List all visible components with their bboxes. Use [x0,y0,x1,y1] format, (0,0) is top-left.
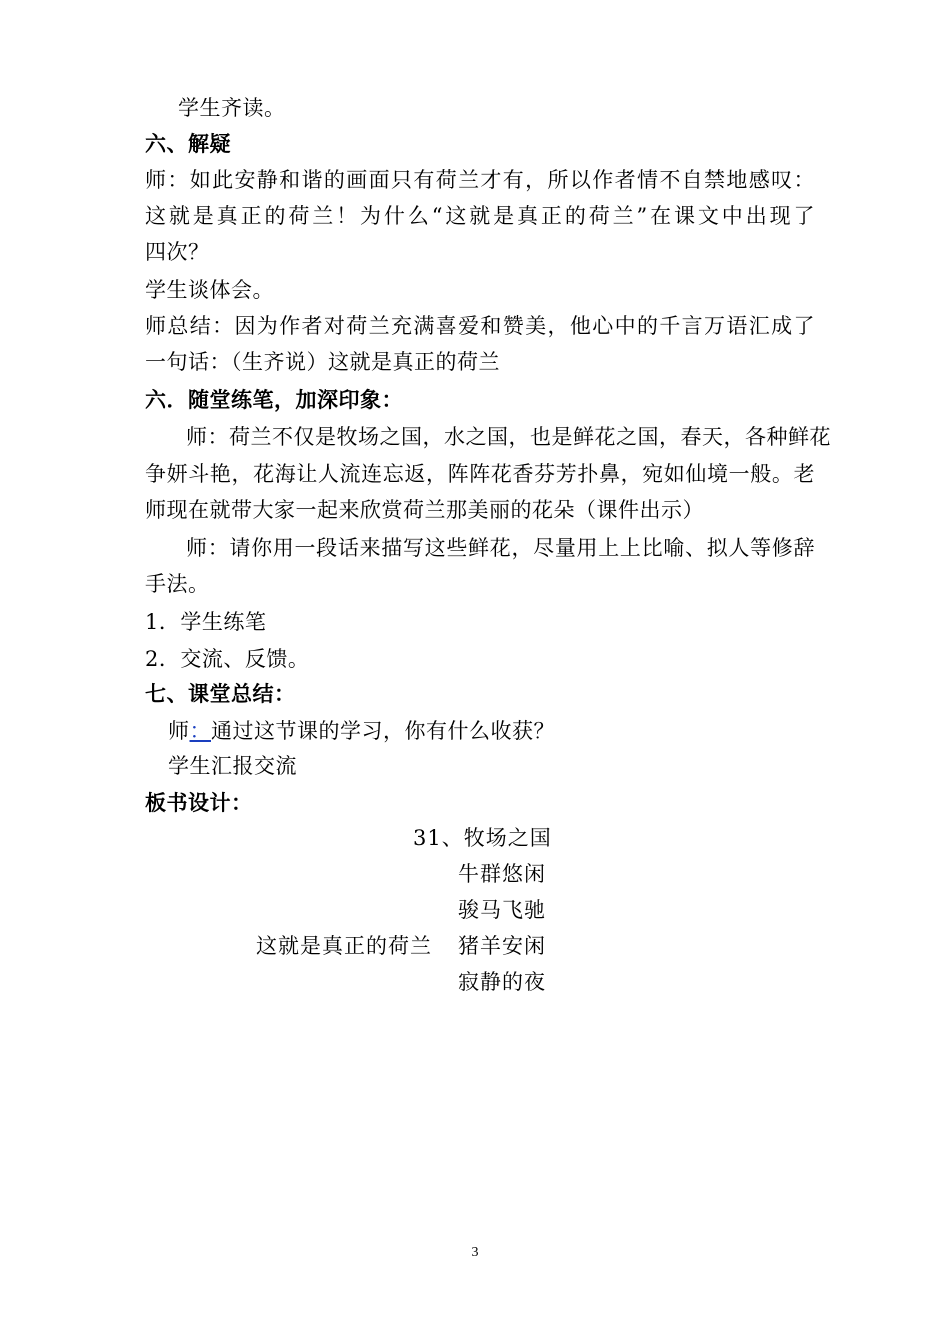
board-left-label: 这就是真正的荷兰 [256,934,432,958]
text-line: 学生齐读。 [178,96,286,120]
text-line: 师：荷兰不仅是牧场之国，水之国，也是鲜花之国，春天，各种鲜花 [186,425,831,449]
colon-link[interactable]: ： [189,719,211,743]
text-line: 手法。 [145,572,210,596]
board-item: 牛群悠闲 [458,862,546,886]
text-line: 四次？ [145,240,210,264]
section-heading: 六．随堂练笔，加深印象： [145,387,403,412]
section-heading: 七、课堂总结： [145,681,296,706]
page-number: 3 [471,1245,479,1260]
list-item: 2．交流、反馈。 [145,647,310,671]
text-line: 这就是真正的荷兰！为什么“这就是真正的荷兰”在课文中出现了 [145,204,815,228]
text-line: 师总结：因为作者对荷兰充满喜爱和赞美，他心中的千言万语汇成了 [145,314,815,338]
section-heading: 六、解疑 [145,131,231,156]
text-line: 争妍斗艳，花海让人流连忘返，阵阵花香芬芳扑鼻，宛如仙境一般。老 [145,462,815,486]
text-line [168,713,838,749]
speaker-label: 师 [168,719,190,743]
board-title: 31、牧场之国 [413,826,552,850]
text-segment: 通过这节课的学习，你有什么收获？ [211,719,555,743]
text-line: 学生谈体会。 [145,278,274,302]
text-line: 学生汇报交流 [168,754,297,778]
text-line: 师现在就带大家一起来欣赏荷兰那美丽的花朵（课件出示） [145,498,704,522]
text-line: 师：如此安静和谐的画面只有荷兰才有，所以作者情不自禁地感叹： [145,168,815,192]
board-item: 猪羊安闲 [458,934,546,958]
list-item: 1．学生练笔 [145,610,267,634]
board-item: 骏马飞驰 [458,898,546,922]
text-line: 师：请你用一段话来描写这些鲜花，尽量用上上比喻、拟人等修辞 [186,536,815,560]
section-heading: 板书设计： [145,790,253,815]
board-item: 寂静的夜 [458,970,546,994]
text-line: 一句话：（生齐说）这就是真正的荷兰 [145,350,500,374]
